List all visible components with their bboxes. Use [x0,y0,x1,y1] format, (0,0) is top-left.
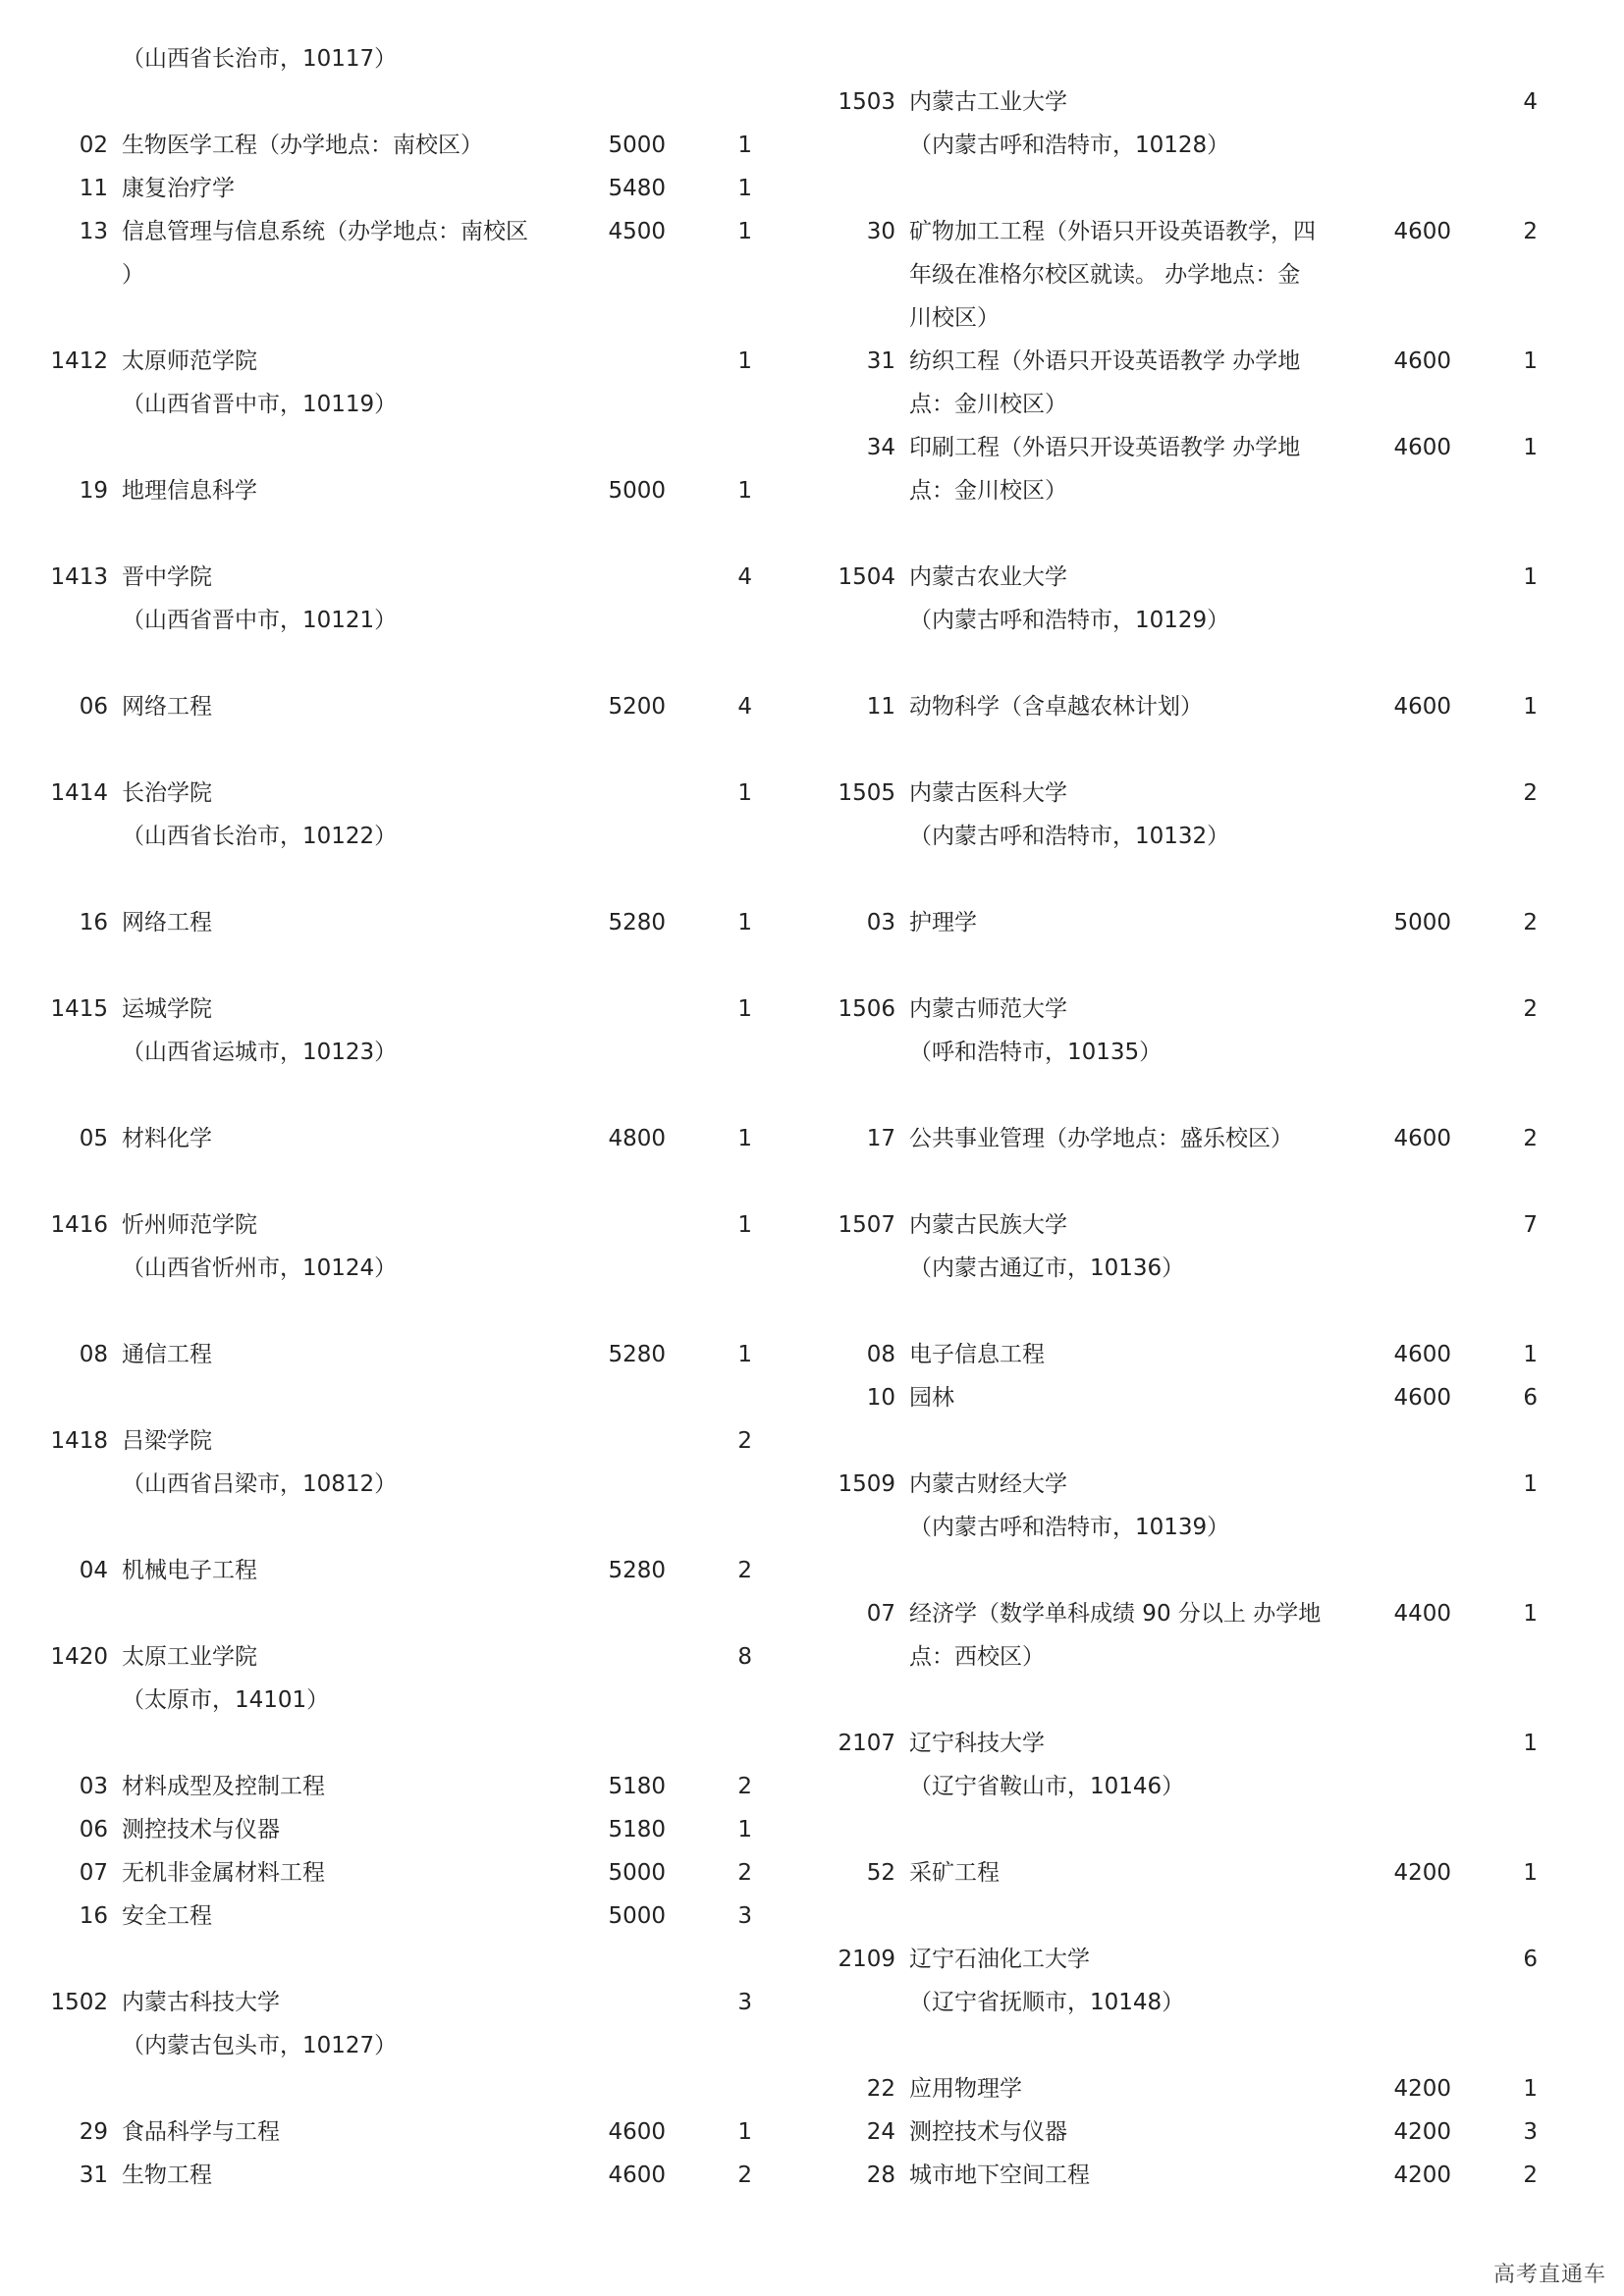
major-row [0,1119,785,1158]
row-code: 2107 [838,1731,895,1756]
row-count: 1 [1523,1731,1538,1756]
row-fee: 4800 [608,1126,666,1151]
row-name: 测控技术与仪器 [909,2119,1067,2145]
row-code: 24 [866,2119,895,2145]
row-count: 1 [737,1342,752,1367]
row-count: 2 [1523,219,1538,244]
row-fee: 4600 [1393,219,1451,244]
continuation-row [805,817,1624,856]
row-fee: 4600 [1393,1385,1451,1411]
continuation-row [805,471,1624,510]
row-fee: 5000 [608,1903,666,1929]
row-count: 1 [737,348,752,374]
row-fee: 4600 [1393,348,1451,374]
row-name: 内蒙古医科大学 [909,780,1067,806]
row-code: 08 [79,1342,108,1367]
row-code: 1506 [838,996,895,1022]
row-code: 30 [866,219,895,244]
row-count: 6 [1523,1385,1538,1411]
row-code: 1415 [50,996,108,1022]
row-count: 1 [737,478,752,504]
row-name: 点：西校区） [909,1644,1045,1670]
row-code: 07 [866,1601,895,1627]
row-count: 4 [737,564,752,590]
row-code: 28 [866,2163,895,2188]
row-fee: 5280 [608,1558,666,1583]
row-fee: 5000 [608,478,666,504]
row-fee: 5000 [608,1860,666,1886]
row-name: 内蒙古师范大学 [909,996,1067,1022]
row-count: 2 [1523,910,1538,935]
continuation-row [0,255,785,294]
row-count: 1 [1523,1860,1538,1886]
row-count: 3 [1523,2119,1538,2145]
major-row [805,1594,1624,1633]
major-row [0,687,785,726]
row-code: 11 [866,694,895,720]
institution-row [805,558,1624,597]
row-code: 1413 [50,564,108,590]
row-name: 辽宁科技大学 [909,1731,1045,1756]
row-code: 31 [79,2163,108,2188]
major-row [0,2156,785,2195]
major-row [0,212,785,251]
row-code: 2109 [838,1947,895,1972]
row-name: 无机非金属材料工程 [122,1860,325,1886]
institution-row [0,1983,785,2022]
row-name: 护理学 [909,910,977,935]
row-code: 22 [866,2076,895,2102]
row-name: （太原市，14101） [122,1687,330,1713]
row-count: 1 [737,780,752,806]
row-count: 2 [1523,996,1538,1022]
continuation-row [0,39,785,79]
row-count: 2 [737,2163,752,2188]
row-name: 测控技术与仪器 [122,1817,280,1842]
institution-row [805,82,1624,122]
major-row [0,1551,785,1590]
row-name: 材料化学 [122,1126,212,1151]
row-name: 印刷工程（外语只开设英语教学 办学地 [909,435,1301,460]
row-fee: 4600 [1393,694,1451,720]
row-fee: 5000 [608,133,666,158]
row-name: 材料成型及控制工程 [122,1774,325,1799]
row-name: （内蒙古呼和浩特市，10139） [909,1515,1230,1540]
continuation-row [805,255,1624,294]
row-name: （内蒙古呼和浩特市，10128） [909,133,1230,158]
row-name: 矿物加工工程（外语只开设英语教学，四 [909,219,1316,244]
row-name: （山西省吕梁市，10812） [122,1471,398,1497]
institution-row [805,1940,1624,1979]
row-name: （山西省晋中市，10121） [122,608,398,633]
row-name: 动物科学（含卓越农林计划） [909,694,1203,720]
row-count: 2 [737,1428,752,1454]
row-name: 安全工程 [122,1903,212,1929]
row-name: 长治学院 [122,780,212,806]
institution-row [805,1205,1624,1245]
major-row [0,126,785,165]
row-fee: 4600 [1393,435,1451,460]
row-name: 太原师范学院 [122,348,257,374]
row-name: 网络工程 [122,694,212,720]
institution-row [0,989,785,1029]
row-code: 34 [866,435,895,460]
major-row [805,1335,1624,1374]
major-row [805,687,1624,726]
row-fee: 4200 [1393,2119,1451,2145]
row-code: 06 [79,1817,108,1842]
row-code: 05 [79,1126,108,1151]
row-code: 52 [866,1860,895,1886]
major-row [805,1119,1624,1158]
row-name: 年级在准格尔校区就读。 办学地点：金 [909,262,1301,288]
major-row [805,903,1624,942]
institution-row [805,774,1624,813]
continuation-row [805,1637,1624,1677]
row-code: 1509 [838,1471,895,1497]
row-count: 1 [1523,1601,1538,1627]
row-count: 2 [1523,1126,1538,1151]
row-code: 07 [79,1860,108,1886]
row-count: 1 [737,219,752,244]
row-name: 内蒙古民族大学 [909,1212,1067,1238]
row-name: （内蒙古通辽市，10136） [909,1255,1185,1281]
row-name: ） [122,262,144,288]
row-count: 2 [1523,780,1538,806]
row-name: 网络工程 [122,910,212,935]
row-code: 1412 [50,348,108,374]
row-code: 1504 [838,564,895,590]
row-code: 1505 [838,780,895,806]
row-count: 3 [737,1903,752,1929]
institution-row [0,1421,785,1461]
row-fee: 5000 [1393,910,1451,935]
row-name: 内蒙古农业大学 [909,564,1067,590]
continuation-row [0,2026,785,2065]
row-name: 点：金川校区） [909,478,1067,504]
row-code: 08 [866,1342,895,1367]
row-code: 1420 [50,1644,108,1670]
row-fee: 5180 [608,1774,666,1799]
continuation-row [805,1767,1624,1806]
major-row [805,2069,1624,2109]
row-count: 1 [1523,435,1538,460]
row-fee: 4200 [1393,2163,1451,2188]
row-count: 1 [737,1817,752,1842]
row-count: 1 [1523,1342,1538,1367]
row-name: 晋中学院 [122,564,212,590]
continuation-row [0,817,785,856]
row-code: 1414 [50,780,108,806]
row-code: 11 [79,176,108,201]
row-code: 31 [866,348,895,374]
major-row [0,1853,785,1893]
row-fee: 4200 [1393,1860,1451,1886]
major-row [0,2112,785,2152]
continuation-row [0,385,785,424]
row-count: 3 [737,1990,752,2015]
row-count: 1 [737,910,752,935]
continuation-row [805,126,1624,165]
major-row [805,428,1624,467]
continuation-row [0,1465,785,1504]
row-name: 川校区） [909,305,1000,331]
continuation-row [0,1249,785,1288]
row-name: 太原工业学院 [122,1644,257,1670]
row-fee: 4500 [608,219,666,244]
row-fee: 5280 [608,910,666,935]
row-count: 1 [1523,1471,1538,1497]
row-name: 城市地下空间工程 [909,2163,1090,2188]
row-code: 1507 [838,1212,895,1238]
major-row [805,212,1624,251]
row-code: 17 [866,1126,895,1151]
row-count: 4 [737,694,752,720]
row-count: 4 [1523,89,1538,115]
major-row [0,1810,785,1849]
continuation-row [805,601,1624,640]
row-count: 2 [737,1558,752,1583]
row-name: （山西省忻州市，10124） [122,1255,398,1281]
row-name: 机械电子工程 [122,1558,257,1583]
major-row [805,2112,1624,2152]
row-name: 通信工程 [122,1342,212,1367]
row-code: 29 [79,2119,108,2145]
continuation-row [805,385,1624,424]
row-code: 13 [79,219,108,244]
row-count: 1 [737,133,752,158]
row-name: （内蒙古呼和浩特市，10132） [909,824,1230,849]
row-code: 19 [79,478,108,504]
row-name: 内蒙古科技大学 [122,1990,280,2015]
row-name: 忻州师范学院 [122,1212,257,1238]
row-fee: 5480 [608,176,666,201]
row-name: 公共事业管理（办学地点：盛乐校区） [909,1126,1293,1151]
row-code: 1503 [838,89,895,115]
continuation-row [0,1033,785,1072]
row-fee: 5200 [608,694,666,720]
row-name: 地理信息科学 [122,478,257,504]
row-fee: 4200 [1393,2076,1451,2102]
row-fee: 5280 [608,1342,666,1367]
row-name: 生物医学工程（办学地点：南校区） [122,133,483,158]
continuation-row [0,601,785,640]
major-row [0,1896,785,1936]
row-count: 1 [737,996,752,1022]
row-name: 内蒙古财经大学 [909,1471,1067,1497]
row-name: 辽宁石油化工大学 [909,1947,1090,1972]
major-row [805,1378,1624,1417]
row-name: 运城学院 [122,996,212,1022]
row-fee: 4400 [1393,1601,1451,1627]
institution-row [805,989,1624,1029]
row-name: （山西省晋中市，10119） [122,392,398,417]
institution-row [805,1465,1624,1504]
row-count: 2 [737,1860,752,1886]
row-count: 1 [1523,348,1538,374]
row-name: （山西省长治市，10117） [122,46,398,72]
row-code: 16 [79,910,108,935]
row-name: 康复治疗学 [122,176,235,201]
row-code: 04 [79,1558,108,1583]
institution-row [0,1637,785,1677]
major-row [0,471,785,510]
row-count: 1 [1523,564,1538,590]
row-code: 06 [79,694,108,720]
row-name: （辽宁省鞍山市，10146） [909,1774,1185,1799]
row-fee: 4600 [608,2163,666,2188]
institution-row [0,558,785,597]
institution-row [0,1205,785,1245]
row-count: 7 [1523,1212,1538,1238]
row-code: 1416 [50,1212,108,1238]
row-code: 02 [79,133,108,158]
major-row [0,169,785,208]
row-count: 1 [737,1212,752,1238]
row-name: 经济学（数学单科成绩 90 分以上 办学地 [909,1601,1322,1627]
row-name: （辽宁省抚顺市，10148） [909,1990,1185,2015]
row-name: 采矿工程 [909,1860,1000,1886]
institution-row [805,1724,1624,1763]
continuation-row [0,1681,785,1720]
row-count: 1 [1523,2076,1538,2102]
row-fee: 5180 [608,1817,666,1842]
row-count: 1 [737,1126,752,1151]
row-name: （呼和浩特市，10135） [909,1040,1163,1065]
row-code: 16 [79,1903,108,1929]
row-name: 内蒙古工业大学 [909,89,1067,115]
row-name: 生物工程 [122,2163,212,2188]
continuation-row [805,1033,1624,1072]
continuation-row [805,298,1624,338]
watermark: 高考直通车 [1492,2263,1606,2287]
row-name: （山西省长治市，10122） [122,824,398,849]
row-name: 纺织工程（外语只开设英语教学 办学地 [909,348,1301,374]
continuation-row [805,1983,1624,2022]
row-count: 2 [1523,2163,1538,2188]
row-count: 6 [1523,1947,1538,1972]
row-name: （内蒙古呼和浩特市，10129） [909,608,1230,633]
row-name: 食品科学与工程 [122,2119,280,2145]
row-fee: 4600 [1393,1342,1451,1367]
major-row [805,1853,1624,1893]
row-code: 1418 [50,1428,108,1454]
major-row [0,1767,785,1806]
major-row [805,342,1624,381]
institution-row [0,774,785,813]
row-count: 1 [737,176,752,201]
row-count: 1 [737,2119,752,2145]
row-name: （内蒙古包头市，10127） [122,2033,398,2058]
row-code: 03 [866,910,895,935]
continuation-row [805,1508,1624,1547]
row-name: 信息管理与信息系统（办学地点：南校区 [122,219,528,244]
row-count: 8 [737,1644,752,1670]
row-count: 2 [737,1774,752,1799]
row-name: 应用物理学 [909,2076,1022,2102]
row-name: 吕梁学院 [122,1428,212,1454]
major-row [0,903,785,942]
continuation-row [805,1249,1624,1288]
row-count: 1 [1523,694,1538,720]
row-name: 园林 [909,1385,954,1411]
row-code: 1502 [50,1990,108,2015]
row-name: 点：金川校区） [909,392,1067,417]
row-name: 电子信息工程 [909,1342,1045,1367]
major-row [0,1335,785,1374]
institution-row [0,342,785,381]
row-code: 10 [866,1385,895,1411]
row-fee: 4600 [608,2119,666,2145]
major-row [805,2156,1624,2195]
row-name: （山西省运城市，10123） [122,1040,398,1065]
row-code: 03 [79,1774,108,1799]
row-fee: 4600 [1393,1126,1451,1151]
